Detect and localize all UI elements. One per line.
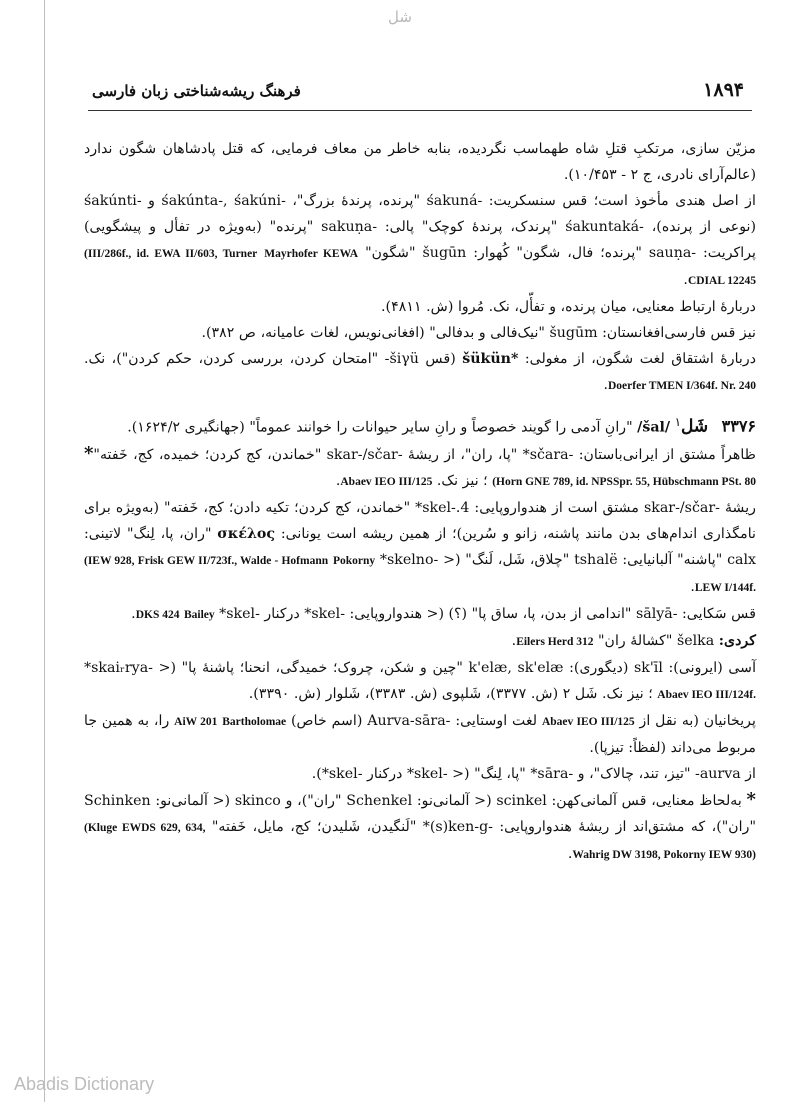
citation: Abaev IEO III/125 [541,715,635,728]
citation: (III/286f., id. EWA II/603, Turner CDIAL 12245 [84,248,756,287]
header-rule [88,110,752,111]
citation: (IEW 928, Frisk GEW II/723f., Walde - Hofmann LEW I/144f. [84,554,756,594]
headword-transliteration: /šal/ [637,419,671,436]
citation: Mayrhofer KEWA [264,248,359,260]
indo-european-paragraph: ریشهٔ skar-/sčar- مشتق است از هندواروپایی: *skel-.4 "خماندن، کج کردن؛ تکیه دادن؛ کج، خَفته" (به‌ویژه برای نامگذاری اندام‌های بدن مانند پاشنه، زانو و سُرین)؛ از همین ریشه است یونانی: σκέλος "ران، پا، لِنگ" لاتینی: calx "پاشنه" آلبانیایی: tshalë "چلاق، شَل، لَنگ" (< *skelno- Pokorny (IEW 928, Frisk GEW II/723f., Walde - Hofmann LEW I/144f.. [84,499,757,595]
citation: AiW 201 [174,715,218,728]
ossetic-paragraph: آسی (ایرونی): sk'īl (دیگوری): k'elæ, sk'elæ "چین و شکن، چروک؛ خمیدگی، انحنا؛ پاشنهٔ پا" (< *skaiᵣrya- Abaev IEO III/124f. ؛ نیز نک. شَل ۲ (ش. ۳۳۷۷)، شَلپوی (ش. ۳۳۸۳)، شَلوار (ش. ۳۳۹۰). [84,659,757,702]
semantic-note: دربارهٔ ارتباط معنایی، میان پرنده، و تفأّل، نک. مُروا (ش. ۴۸۱۱). [381,299,756,315]
citation: Pokorny [332,554,376,567]
citation: (Kluge EWDS 629, 634, Wahrig DW 3198, Pokorny IEW 930) [84,821,756,861]
citation: Bailey [183,608,215,621]
indic-origin-paragraph: از اصل هندی مأخوذ است؛ قس سنسکریت: śakuná- "پرنده، پرندهٔ بزرگ"، śakúnta-, śakúni- و śakúnti- (نوعی از پرنده)، śakuntaká- "پرندک، پرندهٔ کوچک" پالی: sakuṇa- "پرنده" (به‌ویژه در تفأل و پیشگویی) پراکریت: sauṇa- "پرنده؛ فال، شگون" کُهوار: šugūn "شگون" Mayrhofer KEWA (III/286f., id. EWA II/603, Turner CDIAL 12245. [84,193,757,288]
citation: Abaev IEO III/124f. [657,688,756,701]
page-number: ۱۸۹۴ [703,79,744,101]
entry-headword-line: ۳۳۷۶ شَل$^۱$ /šal/ "رانِ آدمی را گویند خصوصاً و رانِ سایر حیوانات را خوانند عموماً" (جهانگیری ۱۶۲۴/۲). [127,415,756,437]
saka-paragraph: قس سَکایی: sālyā- "اندامی از بدن، پا، ساق پا" (؟) (< هندواروپایی: *skel- دركنار *skel- Bailey DKS 424. [131,605,756,622]
entry-number: ۳۳۷۶ [721,416,756,436]
footnote: * به‌لحاظ معنایی، قس آلمانی‌کهن: scinkel (< آلمانی‌نو: Schenkel "ران")، و skinco (< آلمانی‌نو: Schinken "ران")، که مشتق‌اند از ریشهٔ هندواروپایی: *(s)ken-g- "لَنگیدن، شَلیدن؛ کج، مایل، خَفته" (Kluge EWDS 629, 634, Wahrig DW 3198, Pokorny IEW 930). [84,788,756,862]
watermark: Abadis Dictionary [14,1074,155,1094]
headword: شَل [680,416,709,437]
headword-definition: "رانِ آدمی را گویند خصوصاً و رانِ سایر حیوانات را خوانند عموماً" (جهانگیری ۱۶۲۴/۲). [127,419,633,436]
compound-paragraph: از -aurva "تیز، تند، چالاک"، و *sāra- "پا، لِنگ" (< *skel- درکنار *skel-). [311,765,756,782]
citation: Abaev IEO III/125 [340,475,433,488]
citation: Doerfer TMEN I/364f. Nr. 240 [608,380,756,392]
prev-entry-quote: مزیّن سازی، مرتکبِ قتلِ شاه طهماسب نگردیده، بنابه خاطر من معاف فرمایی، که قتل پادشاهان شگون ندارد (عالم‌آرای نادری، ج ۲ - ۱۰/۴۵۳). [84,141,756,183]
mongolian-note: دربارهٔ اشتقاق لغت شگون، از مغولی: šükün* (قس -šiγü "امتحان کردن، بررسی کردن، حکم کردن")، نک. Doerfer TMEN I/364f. Nr. 240. [84,351,757,393]
citation: Eilers Herd 312 [516,635,594,648]
kurdish-paragraph: کردی: šelka "کشالهٔ ران" Eilers Herd 312. [511,632,756,649]
citation: Bartholomae [222,715,287,728]
citation: (Horn GNE 789, id. NPSSpr. 55, Hübschmann PSt. 80 [492,475,756,488]
avestan-paragraph: پریخانیان (به نقل از Abaev IEO III/125 لغت اوستایی: Aurva-sāra- (اسم خاص) Bartholomae AiW 201 را، به همین جا مربوط می‌داند (لفظاً: تیزپا). [84,712,756,756]
page-edge-rule [44,0,45,1102]
afghan-persian-note: نیز قس فارسی‌افغانستان: šugūm "نیک‌فالی و بدفالی" (افغانی‌نویس، لغات عامیانه، ص ۳۸۲). [201,325,756,341]
citation: DKS 424 [135,608,180,621]
running-title: فرهنگ ریشه‌شناختی زبان فارسی [92,82,301,100]
footnote-marker: * [746,788,756,810]
old-iranian-paragraph: ظاهراً مشتق از ایرانی‌باستان: *sčara- "پا، ران"، از ریشهٔ skar-/sčar- "خماندن، کج کردن؛ خمیده، کج، خَفته"* (Horn GNE 789, id. NPSSpr. 55, Hübschmann PSt. 80 ؛ نیز نک. Abaev IEO III/125. [84,442,757,489]
page-tab-label: شل [388,8,412,26]
page-body [84,136,756,868]
